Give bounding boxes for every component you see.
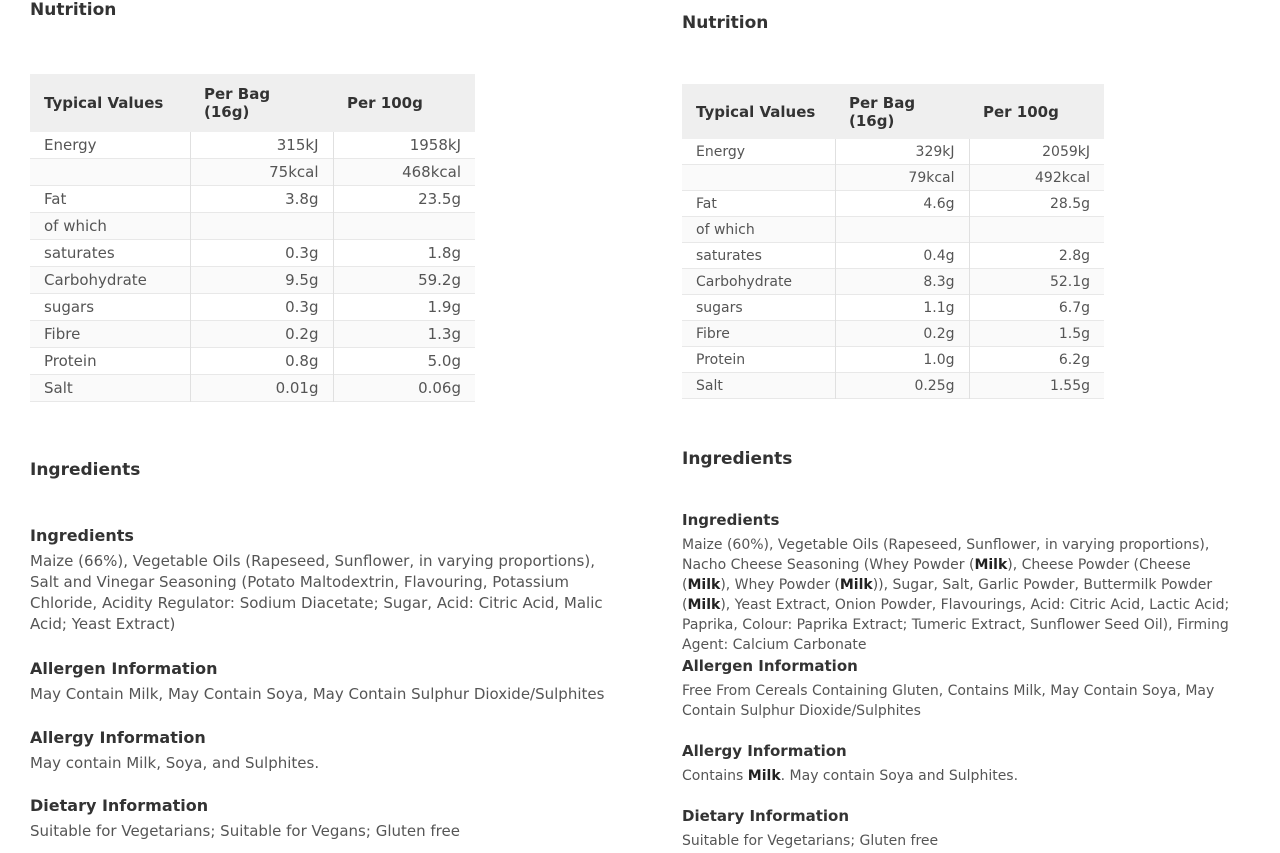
ingredients-text: Maize (60%), Vegetable Oils (Rapeseed, Sunflower, in varying proportions), Nacho Cheese Seasoning (Whey Powder (Milk), Cheese Powder (Cheese (Milk), Whey Powder (Milk)), Sugar, Salt, Garlic Powder, Buttermilk Powder (Milk), Yeast Extract, Onion Powder, Flavourings, Acid: Citric Acid, Lactic Acid; Paprika, Colour: Paprika Extract; Tumeric Extract, Sunflower Seed Oil), Firming Agent: Calcium Carbonate [682,537,1230,653]
ingredients-text: Maize (66%), Vegetable Oils (Rapeseed, Sunflower, in varying proportions), Salt and Vinegar Seasoning (Potato Maltodextrin, Flavouring, Potassium Chloride, Acidity Regulator: Sodium Diacetate; Sugar, Acid: Citric Acid, Malic Acid; Yeast Extract) [30,552,603,633]
nutrient-label: Salt [44,379,73,397]
allergen-section [682,657,1242,721]
table-row [30,213,475,240]
table-row [30,348,475,375]
per-100g-value: 492kcal [969,165,1104,191]
nutrient-label [30,159,190,186]
nutrient-label: sugars [696,299,743,316]
per-bag-value: 8.3g [835,269,969,295]
per-bag-value: 0.4g [835,243,969,269]
dietary-text: Suitable for Vegetarians; Suitable for Vegans; Gluten free [30,822,460,840]
per-bag-value: 0.8g [190,348,333,375]
nutrition-table [30,74,475,402]
nutrient-label [682,165,835,191]
allergen-text: Free From Cereals Containing Gluten, Contains Milk, May Contain Soya, May Contain Sulphur Dioxide/Sulphites [682,683,1215,719]
table-row [30,267,475,294]
per-bag-value: 4.6g [835,191,969,217]
nutrient-label: of which [696,221,755,238]
nutrient-label: Carbohydrate [696,273,793,290]
nutrient-label: saturates [44,244,115,262]
per-100g-value: 0.06g [333,375,475,402]
per-100g-value: 1.5g [969,321,1104,347]
table-row [30,159,475,186]
allergy-section [30,728,620,774]
nutrient-label: Carbohydrate [44,271,147,289]
ingredients-title: Ingredients [30,460,141,480]
nutrition-header-row [682,84,1104,139]
header-per-100g: Per 100g [333,74,475,132]
per-100g-value: 2.8g [969,243,1104,269]
table-row [30,186,475,213]
header-per-bag: Per Bag (16g) [190,74,333,132]
nutrient-label: Fibre [696,325,730,342]
allergy-heading: Allergy Information [30,728,206,747]
per-bag-value: 1.1g [835,295,969,321]
nutrient-label: Protein [696,351,746,368]
per-bag-value: 79kcal [835,165,969,191]
nutrient-label: saturates [696,247,762,264]
allergen-heading: Allergen Information [682,657,858,675]
table-row [30,240,475,267]
nutrition-title: Nutrition [682,13,769,33]
allergy-text: May contain Milk, Soya, and Sulphites. [30,754,320,772]
per-bag-value [835,217,969,243]
per-bag-value: 1.0g [835,347,969,373]
table-row [682,373,1104,399]
table-row [682,243,1104,269]
nutrient-label: of which [44,217,107,235]
nutrient-label: Energy [44,136,97,154]
header-typical-values: Typical Values [30,74,190,132]
table-row [682,295,1104,321]
per-100g-value: 59.2g [333,267,475,294]
ingredients-heading: Ingredients [682,511,780,529]
table-row [30,294,475,321]
nutrition-header-row [30,74,475,132]
table-row [682,165,1104,191]
allergy-section [682,742,1242,786]
table-row [30,375,475,402]
per-100g-value: 1.8g [333,240,475,267]
per-100g-value [969,217,1104,243]
allergen-section [30,659,620,705]
per-bag-value: 0.3g [190,240,333,267]
nutrition-table [682,84,1104,399]
header-per-bag: Per Bag (16g) [835,84,969,139]
per-100g-value: 468kcal [333,159,475,186]
nutrient-label: Fibre [44,325,81,343]
per-100g-value: 2059kJ [969,139,1104,165]
per-bag-value: 3.8g [190,186,333,213]
per-100g-value: 5.0g [333,348,475,375]
dietary-section [682,807,1242,851]
per-100g-value: 23.5g [333,186,475,213]
per-bag-value: 0.25g [835,373,969,399]
per-bag-value: 9.5g [190,267,333,294]
table-row [682,347,1104,373]
per-100g-value: 1.9g [333,294,475,321]
per-100g-value: 28.5g [969,191,1104,217]
table-row [30,321,475,348]
allergen-text: May Contain Milk, May Contain Soya, May Contain Sulphur Dioxide/Sulphites [30,685,605,703]
ingredients-section [30,526,620,635]
per-100g-value: 1.55g [969,373,1104,399]
nutrient-label: Protein [44,352,97,370]
per-100g-value: 52.1g [969,269,1104,295]
nutrient-label: Fat [696,195,717,212]
per-100g-value: 6.7g [969,295,1104,321]
per-bag-value: 0.3g [190,294,333,321]
allergy-text: Contains Milk. May contain Soya and Sulphites. [682,768,1019,784]
nutrient-label: Energy [696,143,746,160]
ingredients-section [682,511,1242,655]
per-bag-value: 0.01g [190,375,333,402]
dietary-heading: Dietary Information [30,796,209,815]
table-row [682,191,1104,217]
table-row [682,321,1104,347]
nutrient-label: sugars [44,298,95,316]
table-row [682,269,1104,295]
dietary-text: Suitable for Vegetarians; Gluten free [682,833,939,849]
dietary-heading: Dietary Information [682,807,849,825]
ingredients-heading: Ingredients [30,526,134,545]
allergen-heading: Allergen Information [30,659,218,678]
dietary-section [30,796,620,842]
per-100g-value: 1.3g [333,321,475,348]
per-100g-value: 1958kJ [333,132,475,159]
table-row [30,132,475,159]
per-bag-value: 329kJ [835,139,969,165]
header-typical-values: Typical Values [682,84,835,139]
nutrition-title: Nutrition [30,0,117,20]
table-row [682,139,1104,165]
per-100g-value [333,213,475,240]
nutrient-label: Salt [696,377,723,394]
per-bag-value: 75kcal [190,159,333,186]
per-bag-value: 0.2g [190,321,333,348]
per-bag-value: 0.2g [835,321,969,347]
allergy-heading: Allergy Information [682,742,847,760]
per-bag-value: 315kJ [190,132,333,159]
ingredients-title: Ingredients [682,449,793,469]
table-row [682,217,1104,243]
per-100g-value: 6.2g [969,347,1104,373]
per-bag-value [190,213,333,240]
nutrient-label: Fat [44,190,67,208]
header-per-100g: Per 100g [969,84,1104,139]
